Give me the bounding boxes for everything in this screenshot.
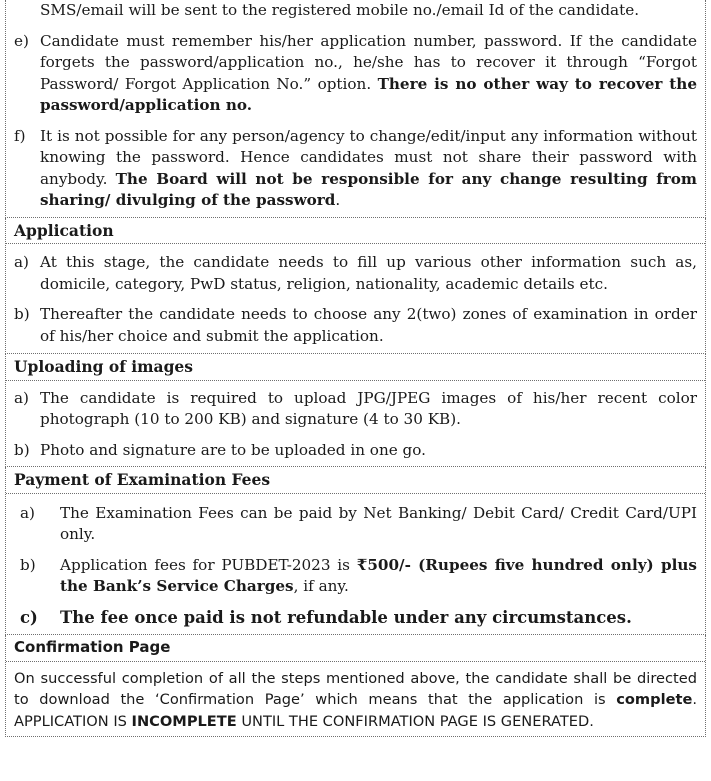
item-label: b) — [14, 440, 30, 459]
list-item — [6, 0, 705, 22]
item-d-tail: SMS/email will be sent to the registered mobile no./email Id of the candidate. — [40, 1, 640, 19]
list-item — [6, 607, 705, 635]
item-text: It is not possible for any person/agency to change/edit/input any information without knowing the password. Hence candidates must not share their password with anybody. — [40, 126, 697, 188]
list-item — [6, 388, 705, 431]
item-text: The Examination Fees can be paid by Net Banking/ Debit Card/ Credit Card/UPI only. — [60, 503, 697, 543]
item-text: Candidate must remember his/her application number, password. If the candidate forgets the password/application no., he/she has to recover it through “Forgot Password/ Forgot Application No.” option. — [40, 31, 697, 93]
section-heading: Application — [6, 218, 705, 245]
item-text: The candidate is required to upload JPG/JPEG images of his/her recent color photograph (10 to 200 KB) and signature (4 to 30 KB). — [40, 388, 697, 428]
list-item — [6, 440, 705, 467]
item-label: a) — [20, 503, 35, 522]
item-label: a) — [14, 388, 29, 407]
item-text: Application fees for PUBDET-2023 is — [60, 555, 357, 574]
item-bold-text: The Board will not be responsible for any change resulting from sharing/ divulging of the password — [40, 169, 697, 209]
item-bold-text: There is no other way to recover the password/application no. — [40, 74, 697, 114]
list-item: f) It is not possible for any person/agency to change/edit/input any information without knowing the password. Hence candidates must not share their password with anybody. The Board will not be responsible for any change resulting from sharing/ divulging of the password. — [6, 126, 705, 217]
section-heading: Confirmation Page — [6, 635, 705, 662]
section-heading: Payment of Examination Fees — [6, 467, 705, 494]
item-label: e) — [14, 31, 29, 50]
list-item: b) Application fees for PUBDET-2023 is ₹500/- (Rupees five hundred only) plus the Bank’s Service Charges, if any. — [6, 555, 705, 598]
item-label: b) — [14, 305, 30, 323]
section-confirmation-page — [5, 635, 706, 737]
list-item — [6, 503, 705, 546]
section-heading: Uploading of images — [6, 354, 705, 381]
document — [5, 0, 706, 737]
item-label: a) — [14, 253, 29, 271]
item-bold-text: ₹500/- (Rupees five hundred only) plus the Bank’s Service Charges — [60, 555, 697, 595]
section-payment — [5, 467, 706, 635]
confirmation-paragraph: On successful completion of all the steps mentioned above, the candidate shall be directed to download the ‘Confirmation Page’ which means that the application is complete. APPLICATION IS INCOMPLETE UNTIL THE CONFIRMATION PAGE IS GENERATED. — [14, 669, 697, 730]
section-application — [5, 218, 706, 355]
item-label: b) — [20, 555, 36, 574]
item-bold-text: The fee once paid is not refundable under any circumstances. — [60, 607, 632, 627]
list-item — [6, 31, 705, 117]
item-label: f) — [14, 126, 26, 145]
item-text: Photo and signature are to be uploaded in one go. — [40, 440, 426, 459]
item-label: c) — [20, 607, 38, 627]
section-uploading-images — [5, 354, 706, 467]
item-text: Thereafter the candidate needs to choose any 2(two) zones of examination in order of his/her choice and submit the application. — [40, 305, 697, 345]
list-item — [6, 252, 705, 295]
item-text: At this stage, the candidate needs to fill up various other information such as, domicile, category, PwD status, religion, nationality, academic details etc. — [40, 253, 697, 293]
list-item — [6, 304, 705, 353]
section-account-notes — [5, 0, 706, 218]
